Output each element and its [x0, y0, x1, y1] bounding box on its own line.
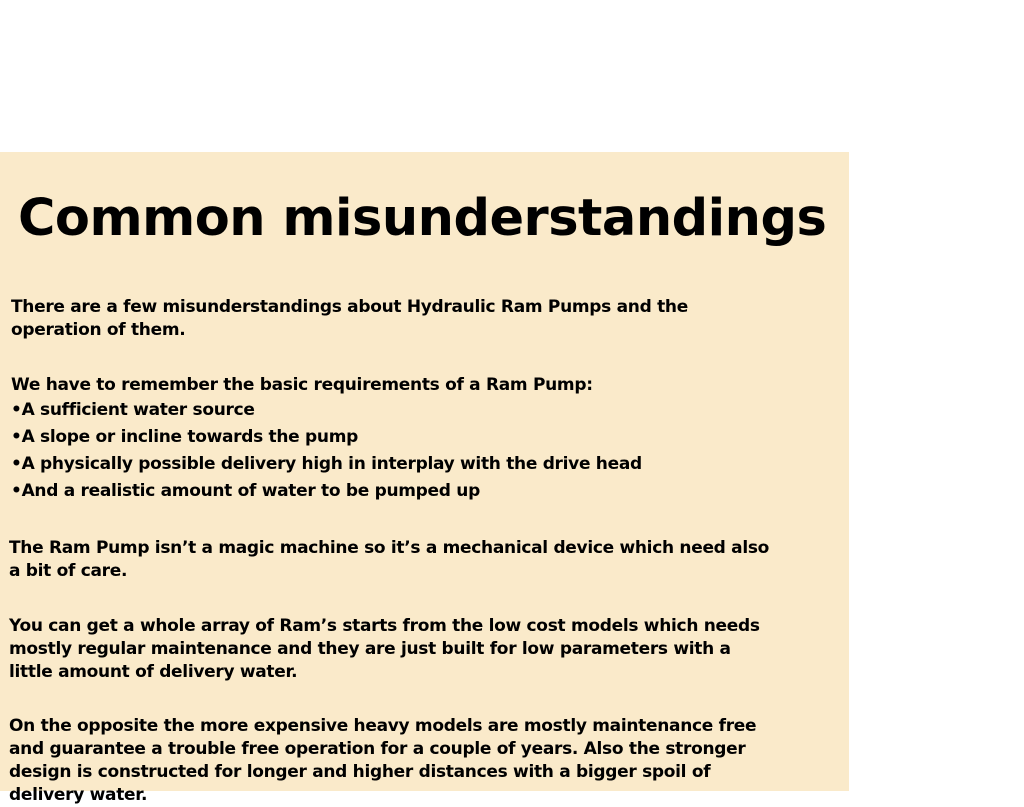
slide-title: Common misunderstandings [18, 189, 827, 248]
array-line: You can get a whole array of Ram’s starts from the low cost models which needs [9, 616, 760, 636]
intro-line: There are a few misunderstandings about Hydraulic Ram Pumps and the [11, 297, 688, 317]
opposite-line: and guarantee a trouble free operation for a couple of years. Also the stronger [9, 739, 746, 759]
care-line: a bit of care. [9, 561, 128, 581]
requirement-item: •A physically possible delivery high in interplay with the drive head [11, 454, 642, 474]
requirement-item: •A sufficient water source [11, 400, 255, 420]
requirements-list [11, 373, 642, 505]
requirement-item: •And a realistic amount of water to be pumped up [11, 481, 480, 501]
intro-line: operation of them. [11, 320, 186, 340]
care-line: The Ram Pump isn’t a magic machine so it’s a mechanical device which need also [9, 538, 770, 558]
requirement-item: •A slope or incline towards the pump [11, 427, 358, 447]
opposite-line: design is constructed for longer and higher distances with a bigger spoil of [9, 762, 711, 782]
opposite-paragraph [9, 715, 756, 807]
array-line: mostly regular maintenance and they are just built for low parameters with a [9, 639, 731, 659]
array-paragraph [9, 615, 760, 684]
array-line: little amount of delivery water. [9, 662, 298, 682]
opposite-line: On the opposite the more expensive heavy models are mostly maintenance free [9, 716, 757, 736]
opposite-line: delivery water. [9, 785, 148, 805]
care-paragraph [9, 537, 769, 583]
requirements-heading: We have to remember the basic requirements of a Ram Pump: [11, 375, 593, 395]
intro-paragraph [11, 296, 688, 342]
